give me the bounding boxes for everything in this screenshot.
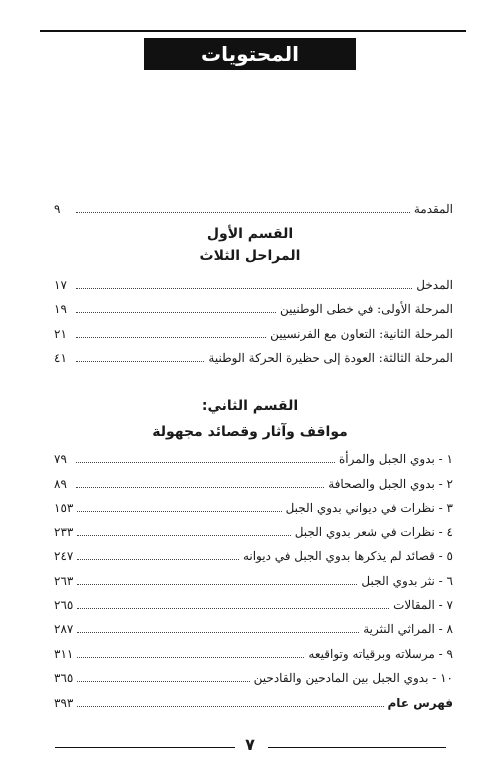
toc-entry-page: ٢٦٥: [54, 598, 74, 612]
page-number: ٧: [245, 735, 255, 754]
dot-leader: [77, 657, 304, 658]
toc-entry-page: ١٩: [54, 302, 67, 316]
toc-entry-title: ٧ - المقالات: [393, 598, 453, 612]
toc-entry-page: ٢٤٧: [54, 549, 74, 563]
toc-entry-page: ٤١: [54, 351, 67, 365]
toc-entry[interactable]: [54, 521, 453, 539]
dot-leader: [76, 312, 276, 313]
toc-entry-title: المرحلة الثانية: التعاون مع الفرنسيين: [270, 327, 453, 341]
toc-entry-title: ١ - بدوي الجبل والمرأة: [338, 452, 453, 466]
toc-entry-page: ٣٦٥: [54, 671, 74, 685]
toc-entry[interactable]: [54, 643, 453, 661]
dot-leader: [77, 681, 249, 682]
toc-entry[interactable]: [54, 545, 453, 563]
toc-entry[interactable]: [54, 497, 453, 515]
toc-entry[interactable]: [54, 448, 453, 466]
dot-leader: [76, 288, 412, 289]
dot-leader: [76, 212, 410, 213]
dot-leader: [77, 535, 290, 536]
toc-entry[interactable]: [54, 298, 453, 316]
toc-entry-title: فهرس عام: [387, 696, 453, 710]
dot-leader: [77, 584, 357, 585]
toc-entry-title: المرحلة الأولى: في خطى الوطنيين: [279, 302, 453, 316]
toc-entry-page: ٢٦٣: [54, 574, 74, 588]
toc-entry-page: ٨٩: [54, 477, 67, 491]
toc-entry-page: ١٥٣: [54, 501, 74, 515]
dot-leader: [76, 361, 204, 362]
dot-leader: [77, 706, 383, 707]
toc-entry-title: ٥ - قصائد لم يذكرها بدوي الجبل في ديوانه: [242, 549, 453, 563]
dot-leader: [77, 632, 359, 633]
toc-entry[interactable]: [54, 570, 453, 588]
toc-entry-intro[interactable]: [54, 198, 453, 216]
toc-entry[interactable]: [54, 274, 453, 292]
dot-leader: [77, 511, 281, 512]
toc-entry[interactable]: [54, 667, 453, 685]
top-rule: [40, 30, 466, 32]
toc-entry-page: ٩: [54, 202, 61, 216]
toc-entry-title: ١٠ - بدوي الجبل بين المادحين والقادحين: [253, 671, 453, 685]
toc-entry-title: ٩ - مرسلاته وبرقياته وتواقيعه: [308, 647, 453, 661]
part2-subheading: مواقف وآثار وقصائد مجهولة: [152, 424, 348, 440]
toc-entry-title: ٣ - نظرات في ديواني بدوي الجبل: [285, 501, 453, 515]
toc-entry[interactable]: [54, 473, 453, 491]
toc-entry-title: ٢ - بدوي الجبل والصحافة: [328, 477, 453, 491]
toc-entry-page: ٢١: [54, 327, 67, 341]
dot-leader: [77, 608, 389, 609]
dot-leader: [77, 559, 239, 560]
toc-entry[interactable]: [54, 594, 453, 612]
toc-entry-page: ٣١١: [54, 647, 74, 661]
toc-entry-title: ٦ - نثر بدوي الجبل: [361, 574, 453, 588]
toc-entry-title: المرحلة الثالثة: العودة إلى حظيرة الحركة الوطنية: [208, 351, 453, 365]
page-title: المحتويات: [144, 38, 356, 70]
toc-entry-page: ٣٩٣: [54, 696, 74, 710]
footer-rule-right: [268, 747, 446, 748]
dot-leader: [76, 487, 324, 488]
toc-entry-page: ١٧: [54, 278, 67, 292]
toc-entry[interactable]: [54, 618, 453, 636]
toc-entry[interactable]: [54, 347, 453, 365]
toc-entry-index[interactable]: [54, 692, 453, 710]
part1-heading: القسم الأول: [206, 226, 294, 242]
toc-entry-page: ٧٩: [54, 452, 67, 466]
toc-entry-title: ٤ - نظرات في شعر بدوي الجبل: [294, 525, 453, 539]
toc-entry-page: ٢٨٧: [54, 622, 74, 636]
toc-entry-page: ٢٣٣: [54, 525, 74, 539]
part1-subheading: المراحل الثلاث: [199, 248, 301, 264]
part2-heading: القسم الثاني:: [201, 398, 299, 414]
dot-leader: [76, 462, 335, 463]
toc-entry-title: ٨ - المراثي النثرية: [363, 622, 453, 636]
dot-leader: [76, 337, 266, 338]
toc-entry-title: المدخل: [416, 278, 453, 292]
toc-entry[interactable]: [54, 323, 453, 341]
toc-entry-title: المقدمة: [413, 202, 453, 216]
